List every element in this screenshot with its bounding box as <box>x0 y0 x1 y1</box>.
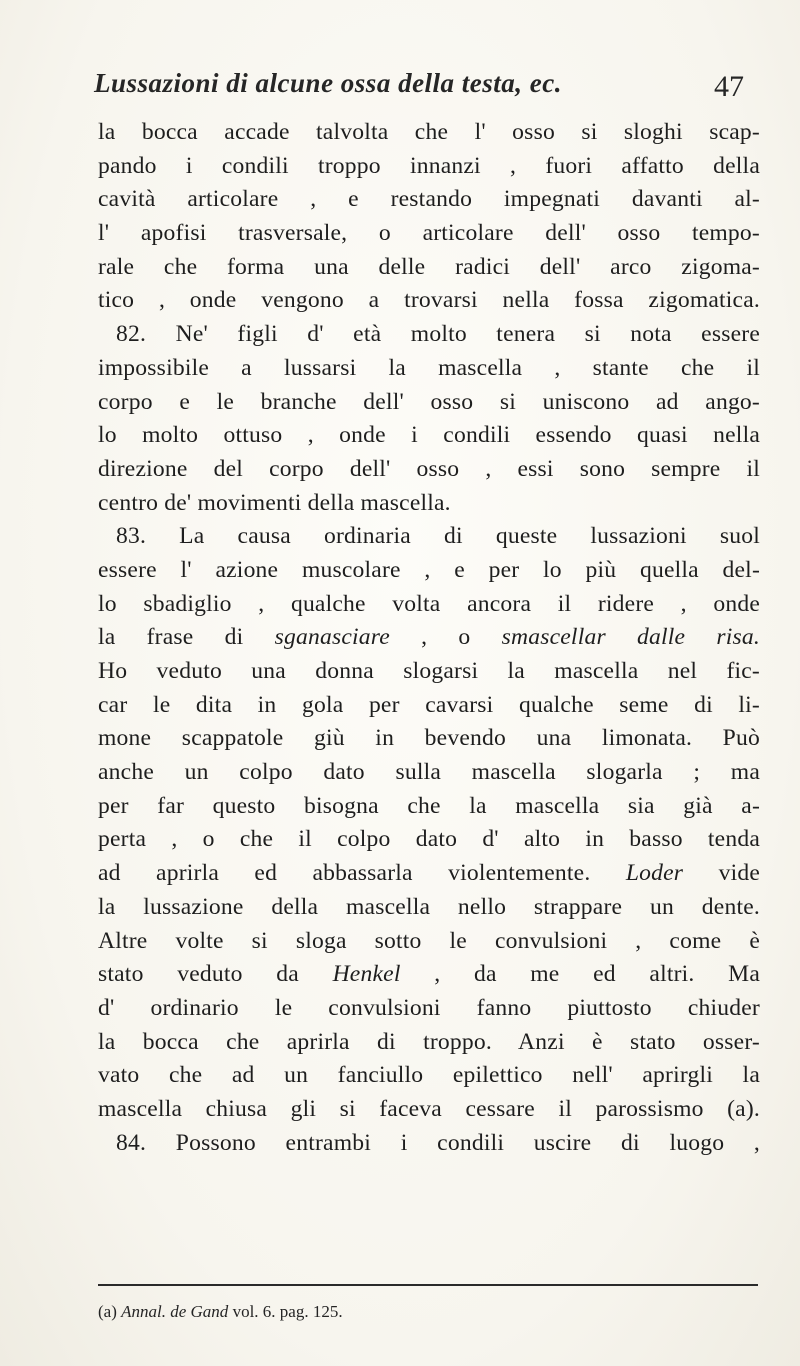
text-line <box>98 655 760 689</box>
text-span: l' apofisi trasversale, o articolare dell' osso tempo- <box>98 220 760 247</box>
text-line <box>98 891 760 925</box>
text-span: per far questo bisogna che la mascella sia già a- <box>98 792 760 819</box>
text-span: Altre volte si sloga sotto le convulsioni , come è <box>98 927 760 954</box>
text-span: 83. La causa ordinaria di queste lussazioni suol <box>116 523 760 550</box>
footnote-text: vol. 6. pag. 125. <box>228 1302 343 1321</box>
text-line <box>98 992 760 1026</box>
text-span: pando i condili troppo innanzi , fuori affatto della <box>98 152 760 179</box>
footnote-divider <box>98 1284 758 1286</box>
running-head: Lussazioni di alcune ossa della testa, ec. <box>94 68 563 98</box>
text-line <box>98 1127 760 1161</box>
text-line <box>98 1026 760 1060</box>
text-span: , da me ed altri. Ma <box>400 961 760 988</box>
text-line <box>98 453 760 487</box>
text-line <box>98 386 760 420</box>
text-line <box>98 958 760 992</box>
text-line <box>98 588 760 622</box>
text-span: 84. Possono entrambi i condili uscire di luogo , <box>116 1129 760 1156</box>
text-span: ad aprirla ed abbassarla violentemente. <box>98 860 626 887</box>
text-span: stato veduto da <box>98 961 333 988</box>
italic-text: Henkel <box>332 961 401 988</box>
text-span: corpo e le branche dell' osso si uniscono ad ango- <box>98 388 760 415</box>
text-span: mone scappatole giù in bevendo una limonata. Può <box>98 725 760 752</box>
text-span: tico , onde vengono a trovarsi nella fossa zigomatica. <box>98 287 760 314</box>
page-header <box>94 68 744 108</box>
text-span: lo molto ottuso , onde i condili essendo quasi nella <box>98 422 760 449</box>
text-span: centro de' movimenti della mascella. <box>98 489 451 516</box>
italic-text: smascellar dalle risa. <box>501 624 760 651</box>
text-line <box>98 1059 760 1093</box>
text-span: la bocca accade talvolta che l' osso si sloghi scap- <box>98 119 760 145</box>
text-span: lo sbadiglio , qualche volta ancora il ridere , onde <box>98 590 760 617</box>
text-line <box>98 621 760 655</box>
text-line <box>98 284 760 318</box>
text-line <box>98 251 760 285</box>
text-span: rale che forma una delle radici dell' arco zigoma- <box>98 253 760 280</box>
text-span: la lussazione della mascella nello strappare un dente. <box>98 893 760 920</box>
italic-text: Loder <box>625 860 684 887</box>
text-line <box>98 520 760 554</box>
text-line <box>98 217 760 251</box>
text-span: 82. Ne' figli d' età molto tenera si nota essere <box>116 321 760 348</box>
text-span: , o <box>389 624 502 651</box>
text-line <box>98 925 760 959</box>
text-line <box>98 487 760 521</box>
text-span: vato che ad un fanciullo epilettico nell' aprirgli la <box>98 1062 760 1089</box>
footnote <box>98 1302 758 1322</box>
body-text <box>98 116 760 1160</box>
text-span: essere l' azione muscolare , e per lo più quella del- <box>98 556 760 583</box>
text-span: vide <box>683 860 760 887</box>
text-span: anche un colpo dato sulla mascella slogarla ; ma <box>98 759 760 786</box>
text-line <box>98 318 760 352</box>
italic-text: sganasciare <box>274 624 390 651</box>
text-span: impossibile a lussarsi la mascella , stante che il <box>98 354 760 381</box>
text-line <box>98 116 760 150</box>
text-span: Ho veduto una donna slogarsi la mascella nel fic- <box>98 658 760 684</box>
text-span: direzione del corpo dell' osso , essi sono sempre il <box>98 455 760 482</box>
text-line <box>98 419 760 453</box>
text-line <box>98 823 760 857</box>
text-span: mascella chiusa gli si faceva cessare il parossismo (a). <box>98 1095 760 1122</box>
footnote-italic: Annal. de Gand <box>121 1302 229 1321</box>
footnote-text: (a) <box>98 1302 122 1321</box>
text-line <box>98 689 760 723</box>
text-span: d' ordinario le convulsioni fanno piuttosto chiuder <box>98 994 760 1021</box>
text-line <box>98 183 760 217</box>
text-line <box>98 352 760 386</box>
text-span: cavità articolare , e restando impegnati davanti al- <box>98 186 760 213</box>
text-span: la bocca che aprirla di troppo. Anzi è stato osser- <box>98 1028 760 1055</box>
page-number: 47 <box>714 70 744 103</box>
text-line <box>98 857 760 891</box>
text-span: perta , o che il colpo dato d' alto in basso tenda <box>98 826 760 853</box>
text-span: la frase di <box>98 624 275 651</box>
text-line <box>98 554 760 588</box>
text-line <box>98 790 760 824</box>
text-line <box>98 756 760 790</box>
text-line <box>98 1093 760 1127</box>
text-line <box>98 150 760 184</box>
text-line <box>98 722 760 756</box>
text-span: car le dita in gola per cavarsi qualche seme di li- <box>98 691 760 718</box>
